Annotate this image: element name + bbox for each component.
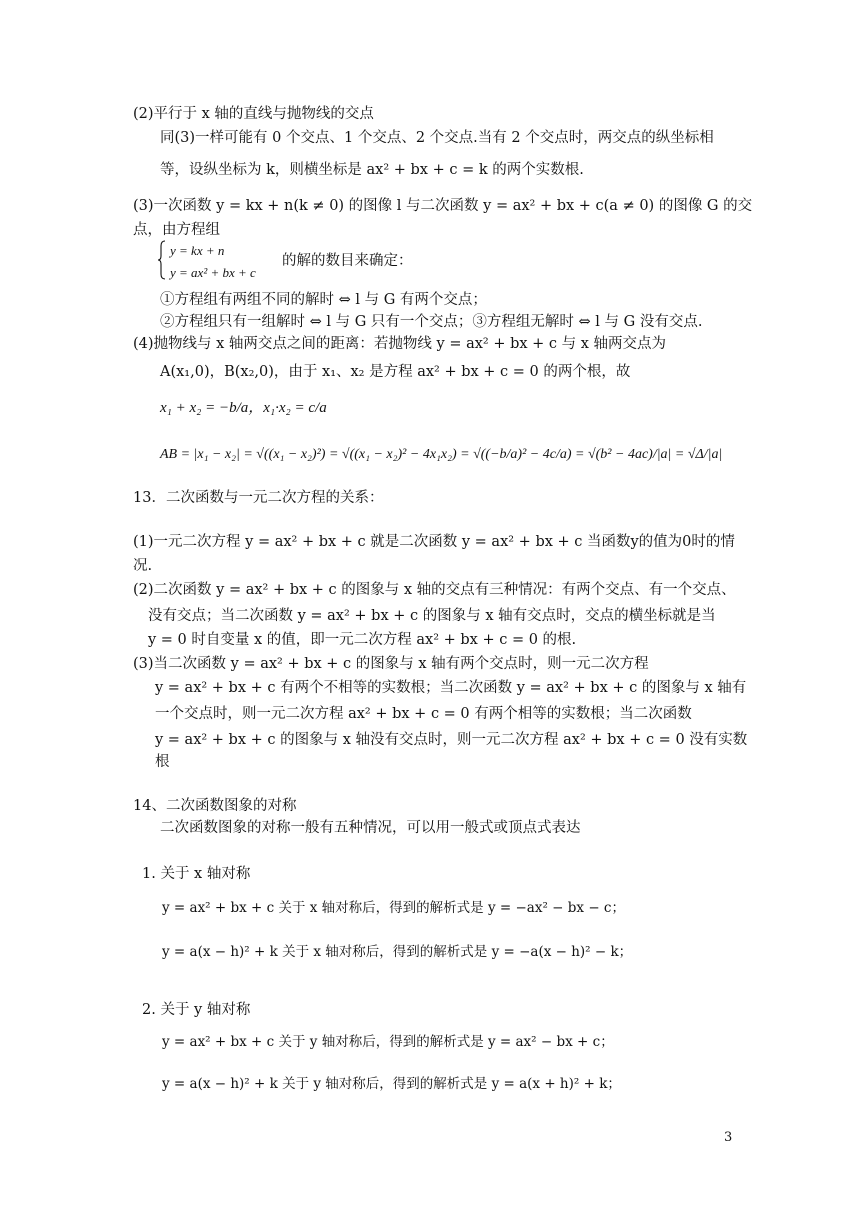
text-line: 一个交点时，则一元二次方程 ax² + bx + c = 0 有两个相等的实数根；当二次函数 — [155, 706, 692, 722]
equation-quadratic: y = ax² + bx + c — [170, 265, 256, 280]
text-line: (1)一元二次方程 y = ax² + bx + c 就是二次函数 y = ax² + bx + c 当函数y的值为0时的情 — [133, 534, 735, 550]
text-line: 点，由方程组 — [133, 222, 220, 238]
equation-linear: y = kx + n — [170, 243, 225, 258]
section-heading: 13．二次函数与一元二次方程的关系： — [133, 490, 384, 506]
text-line: y = ax² + bx + c 关于 y 轴对称后，得到的解析式是 y = ax² − bx + c； — [162, 1034, 614, 1050]
subsection-heading: 1. 关于 x 轴对称 — [142, 866, 251, 882]
formula-roots: x₁ + x₂ = −b/a，x₁·x₂ = c/a — [160, 400, 327, 416]
text-line: y = a(x − h)² + k 关于 x 轴对称后，得到的解析式是 y = −a(x − h)² − k； — [162, 944, 633, 960]
text-line: ②方程组只有一组解时 ⇔ l 与 G 只有一个交点；③方程组无解时 ⇔ l 与 G 没有交点. — [160, 314, 703, 330]
formula-distance: AB = |x₁ − x₂| = √((x₁ − x₂)²) = √((x₁ − x₂)² − 4x₁x₂) = √((−b/a)² − 4c/a) = √(b² − 4ac)/|a| = √Δ/|a| — [160, 447, 723, 462]
section-heading: 14、二次函数图象的对称 — [133, 798, 297, 814]
text-line: ①方程组有两组不同的解时 ⇔ l 与 G 有两个交点； — [160, 292, 487, 308]
text-line: 况. — [133, 558, 153, 574]
text-line: y = a(x − h)² + k 关于 y 轴对称后，得到的解析式是 y = a(x + h)² + k； — [162, 1076, 621, 1092]
text-line: (4)抛物线与 x 轴两交点之间的距离：若抛物线 y = ax² + bx + c 与 x 轴两交点为 — [133, 336, 667, 352]
text-line: y = ax² + bx + c 关于 x 轴对称后，得到的解析式是 y = −ax² − bx − c； — [162, 900, 625, 916]
text-line: 同(3)一样可能有 0 个交点、1 个交点、2 个交点.当有 2 个交点时，两交点的纵坐标相 — [160, 130, 714, 146]
text-line: y = 0 时自变量 x 的值，即一元二次方程 ax² + bx + c = 0 的根. — [148, 632, 577, 648]
equation-system-brace — [158, 240, 166, 280]
text-line: 根 — [155, 754, 170, 770]
text-line: (3)一次函数 y = kx + n(k ≠ 0) 的图像 l 与二次函数 y = ax² + bx + c(a ≠ 0) 的图像 G 的交 — [133, 198, 753, 214]
page-number: 3 — [724, 1130, 733, 1145]
text-line: y = ax² + bx + c 的图象与 x 轴没有交点时，则一元二次方程 ax² + bx + c = 0 没有实数 — [155, 732, 748, 748]
text-line: y = ax² + bx + c 有两个不相等的实数根；当二次函数 y = ax² + bx + c 的图象与 x 轴有 — [155, 680, 747, 696]
text-line: (3)当二次函数 y = ax² + bx + c 的图象与 x 轴有两个交点时，则一元二次方程 — [133, 656, 649, 672]
text-line: 没有交点；当二次函数 y = ax² + bx + c 的图象与 x 轴有交点时，交点的横坐标就是当 — [148, 608, 716, 624]
text-line: (2)平行于 x 轴的直线与抛物线的交点 — [133, 106, 374, 122]
text-line: 二次函数图象的对称一般有五种情况，可以用一般式或顶点式表达 — [160, 820, 581, 836]
text-line: 的解的数目来确定： — [282, 253, 413, 269]
text-line: A(x₁,0)，B(x₂,0)，由于 x₁、x₂ 是方程 ax² + bx + c = 0 的两个根，故 — [160, 364, 631, 380]
text-line: 等，设纵坐标为 k，则横坐标是 ax² + bx + c = k 的两个实数根. — [160, 162, 584, 178]
subsection-heading: 2. 关于 y 轴对称 — [142, 1002, 251, 1018]
text-line: (2)二次函数 y = ax² + bx + c 的图象与 x 轴的交点有三种情况：有两个交点、有一个交点、 — [133, 582, 736, 598]
